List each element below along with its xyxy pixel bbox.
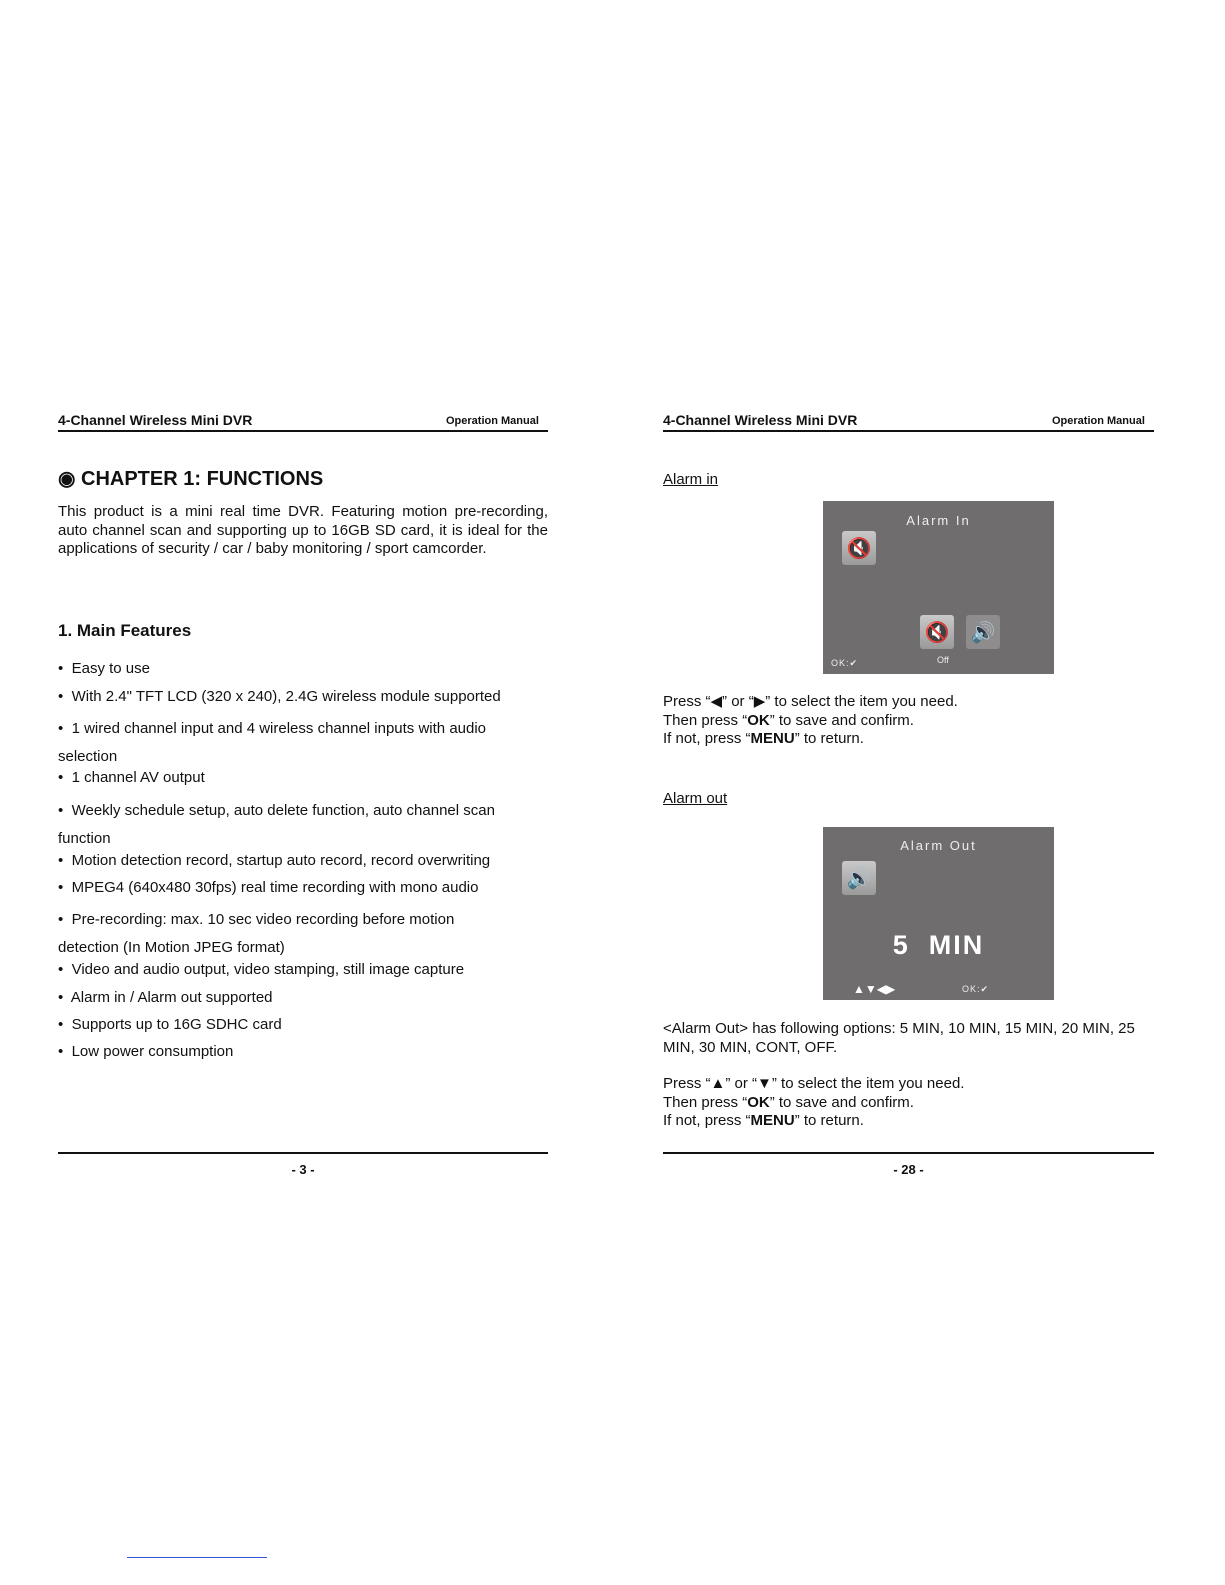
feature-item: • Pre-recording: max. 10 sec video recording before motion detection (In Motion JPEG format) bbox=[58, 911, 455, 956]
page-number: - 3 - bbox=[291, 1162, 315, 1177]
intro-paragraph: This product is a mini real time DVR. Featuring motion pre-recording, auto channel scan and supporting up to 16GB SD card, it is ideal for the applications of security / car / baby monitoring / sport camcorder. bbox=[58, 503, 548, 557]
header-title: 4-Channel Wireless Mini DVR bbox=[663, 412, 858, 428]
feature-item: • Motion detection record, startup auto record, record overwriting bbox=[58, 852, 491, 869]
feature-item: • 1 channel AV output bbox=[58, 769, 205, 786]
alarm-out-heading: Alarm out bbox=[663, 790, 728, 807]
arrow-keys-hint: ▲▼◀▶ bbox=[853, 982, 896, 996]
header-right: Operation Manual bbox=[1052, 415, 1145, 427]
alarm-in-instructions: Press “◀” or “▶” to select the item you need. Then press “OK” to save and confirm. If not, press “MENU” to return. bbox=[663, 693, 958, 747]
feature-item: • MPEG4 (640x480 30fps) real time recording with mono audio bbox=[58, 879, 479, 896]
header-rule bbox=[663, 430, 1154, 432]
page-number: - 28 - bbox=[893, 1162, 924, 1177]
feature-item: • Video and audio output, video stamping, still image capture bbox=[58, 961, 465, 978]
feature-item: • 1 wired channel input and 4 wireless channel inputs with audio selection bbox=[58, 720, 487, 765]
chapter-title: CHAPTER 1: FUNCTIONS bbox=[81, 468, 324, 490]
alarm-out-speaker-icon: 🔊 bbox=[842, 861, 876, 895]
mute-option-icon: 🔇 bbox=[920, 615, 954, 649]
ok-hint: OK:✔ bbox=[962, 984, 990, 994]
feature-item: • Alarm in / Alarm out supported bbox=[58, 989, 273, 1006]
footer-rule bbox=[663, 1152, 1154, 1154]
feature-item: • Easy to use bbox=[58, 660, 150, 677]
feature-item: • Low power consumption bbox=[58, 1043, 234, 1060]
header-title: 4-Channel Wireless Mini DVR bbox=[58, 412, 253, 428]
header-rule bbox=[58, 430, 548, 432]
screen-title: Alarm Out bbox=[900, 838, 977, 853]
chapter-heading: ◉ CHAPTER 1: FUNCTIONS bbox=[58, 468, 324, 490]
alarm-in-heading: Alarm in bbox=[663, 471, 719, 488]
alarm-out-instructions: Press “▲” or “▼” to select the item you need. Then press “OK” to save and confirm. If not, press “MENU” to return. bbox=[663, 1075, 965, 1129]
screen-title: Alarm In bbox=[906, 513, 971, 528]
feature-item: • Weekly schedule setup, auto delete function, auto channel scan function bbox=[58, 802, 495, 847]
alarm-out-options: <Alarm Out> has following options: 5 MIN, 10 MIN, 15 MIN, 20 MIN, 25 MIN, 30 MIN, CONT, OFF. bbox=[663, 1020, 1135, 1056]
ok-hint: OK:✔ bbox=[831, 658, 859, 668]
alarm-in-screen bbox=[823, 501, 1054, 674]
link-underline bbox=[127, 1557, 267, 1558]
speaker-option-icon: 🔊 bbox=[966, 615, 1000, 649]
section-heading: 1. Main Features bbox=[58, 621, 192, 640]
alarm-out-screen bbox=[823, 827, 1054, 1000]
footer-rule bbox=[58, 1152, 548, 1154]
feature-item: • With 2.4" TFT LCD (320 x 240), 2.4G wireless module supported bbox=[58, 688, 501, 705]
header-right: Operation Manual bbox=[446, 415, 539, 427]
alarm-out-value: 5 MIN bbox=[892, 930, 985, 960]
mute-icon: 🔇 bbox=[842, 531, 876, 565]
option-label: Off bbox=[937, 655, 949, 665]
feature-item: • Supports up to 16G SDHC card bbox=[58, 1016, 282, 1033]
